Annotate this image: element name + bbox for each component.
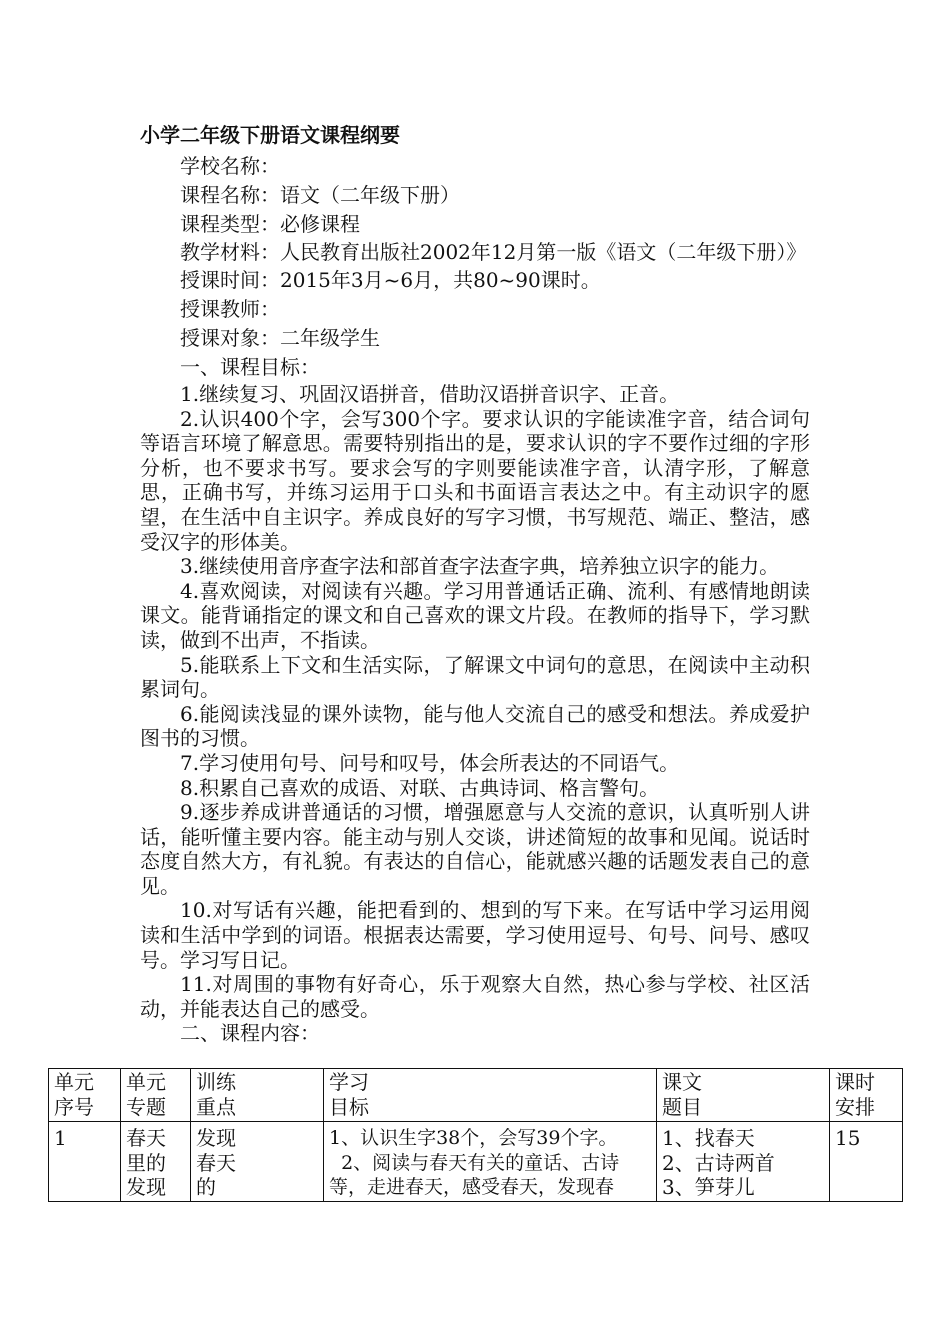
goal-item: 10.对写话有兴趣，能把看到的、想到的写下来。在写话中学习运用阅读和生活中学到的词语。根据表达需要，学习使用逗号、句号、问号、感叹号。学习写日记。 [140, 898, 810, 972]
header-unit-number: 单元 序号 [49, 1069, 121, 1122]
cell-class-hours: 15 [830, 1122, 903, 1202]
meta-audience: 授课对象：二年级学生 [180, 326, 380, 350]
section-heading-goals: 一、课程目标： [180, 355, 320, 379]
goal-item: 4.喜欢阅读，对阅读有兴趣。学习用普通话正确、流利、有感情地朗读课文。能背诵指定的课文和自己喜欢的课文片段。在教师的指导下，学习默读，做到不出声，不指读。 [140, 578, 810, 652]
header-learning-goal: 学习 目标 [324, 1069, 657, 1122]
cell-learning-goal: 1、认识生字38个，会写39个字。 2、阅读与春天有关的童话、古诗 等，走进春天，感受春天，发现春 [324, 1122, 657, 1202]
table-header-row [49, 1069, 903, 1122]
document-title: 小学二年级下册语文课程纲要 [140, 123, 400, 147]
goal-item: 8.积累自己喜欢的成语、对联、古典诗词、格言警句。 [180, 775, 660, 800]
goal-item: 9.逐步养成讲普通话的习惯，增强愿意与人交流的意识，认真听别人讲话，能听懂主要内容。能主动与别人交谈，讲述简短的故事和见闻。说话时态度自然大方，有礼貌。有表达的自信心，能就感兴趣的话题发表自己的意见。 [140, 800, 810, 898]
meta-school: 学校名称： [180, 154, 280, 178]
goal-item: 6.能阅读浅显的课外读物，能与他人交流自己的感受和想法。养成爱护图书的习惯。 [140, 701, 810, 751]
header-lesson-titles: 课文 题目 [657, 1069, 830, 1122]
document-body [140, 118, 810, 1046]
meta-materials: 教学材料：人民教育出版社2002年12月第一版《语文（二年级下册）》 [180, 240, 807, 264]
goal-item: 1.继续复习、巩固汉语拼音，借助汉语拼音识字、正音。 [180, 382, 680, 406]
meta-time: 授课时间：2015年3月~6月，共80~90课时。 [180, 268, 601, 292]
section-heading-content: 二、课程内容： [180, 1021, 320, 1046]
goal-item: 11.对周围的事物有好奇心，乐于观察大自然，热心参与学校、社区活动，并能表达自己的感受。 [140, 972, 810, 1021]
meta-course-type: 课程类型：必修课程 [180, 212, 360, 236]
header-unit-topic: 单元 专题 [121, 1069, 191, 1122]
course-content-table [48, 1068, 903, 1202]
cell-unit-number: 1 [49, 1122, 121, 1202]
goal-item: 2.认识400个字，会写300个字。要求认识的字能读准字音，结合词句等语言环境了解意思。需要特别指出的是，要求认识的字不要作过细的字形分析，也不要求书写。要求会写的字则要能读准字音，认清字形，了解意思，正确书写，并练习运用于口头和书面语言表达之中。有主动识字的愿望，在生活中自主识字。养成良好的写字习惯，书写规范、端正、整洁，感受汉字的形体美。 [140, 406, 810, 554]
header-class-hours: 课时 安排 [830, 1069, 903, 1122]
cell-unit-topic: 春天 里的 发现 [121, 1122, 191, 1202]
cell-training-focus: 发现 春天 的 [191, 1122, 324, 1202]
goal-item: 5.能联系上下文和生活实际，了解课文中词句的意思，在阅读中主动积累词句。 [140, 652, 810, 702]
goal-item: 7.学习使用句号、问号和叹号，体会所表达的不同语气。 [180, 750, 680, 775]
cell-lesson-titles: 1、找春天 2、古诗两首 3、笋芽儿 [657, 1122, 830, 1202]
meta-teacher: 授课教师： [180, 297, 280, 321]
header-training-focus: 训练 重点 [191, 1069, 324, 1122]
goal-item: 3.继续使用音序查字法和部首查字法查字典，培养独立识字的能力。 [180, 554, 780, 579]
table-row [49, 1122, 903, 1202]
meta-course-name: 课程名称：语文（二年级下册） [180, 183, 460, 207]
